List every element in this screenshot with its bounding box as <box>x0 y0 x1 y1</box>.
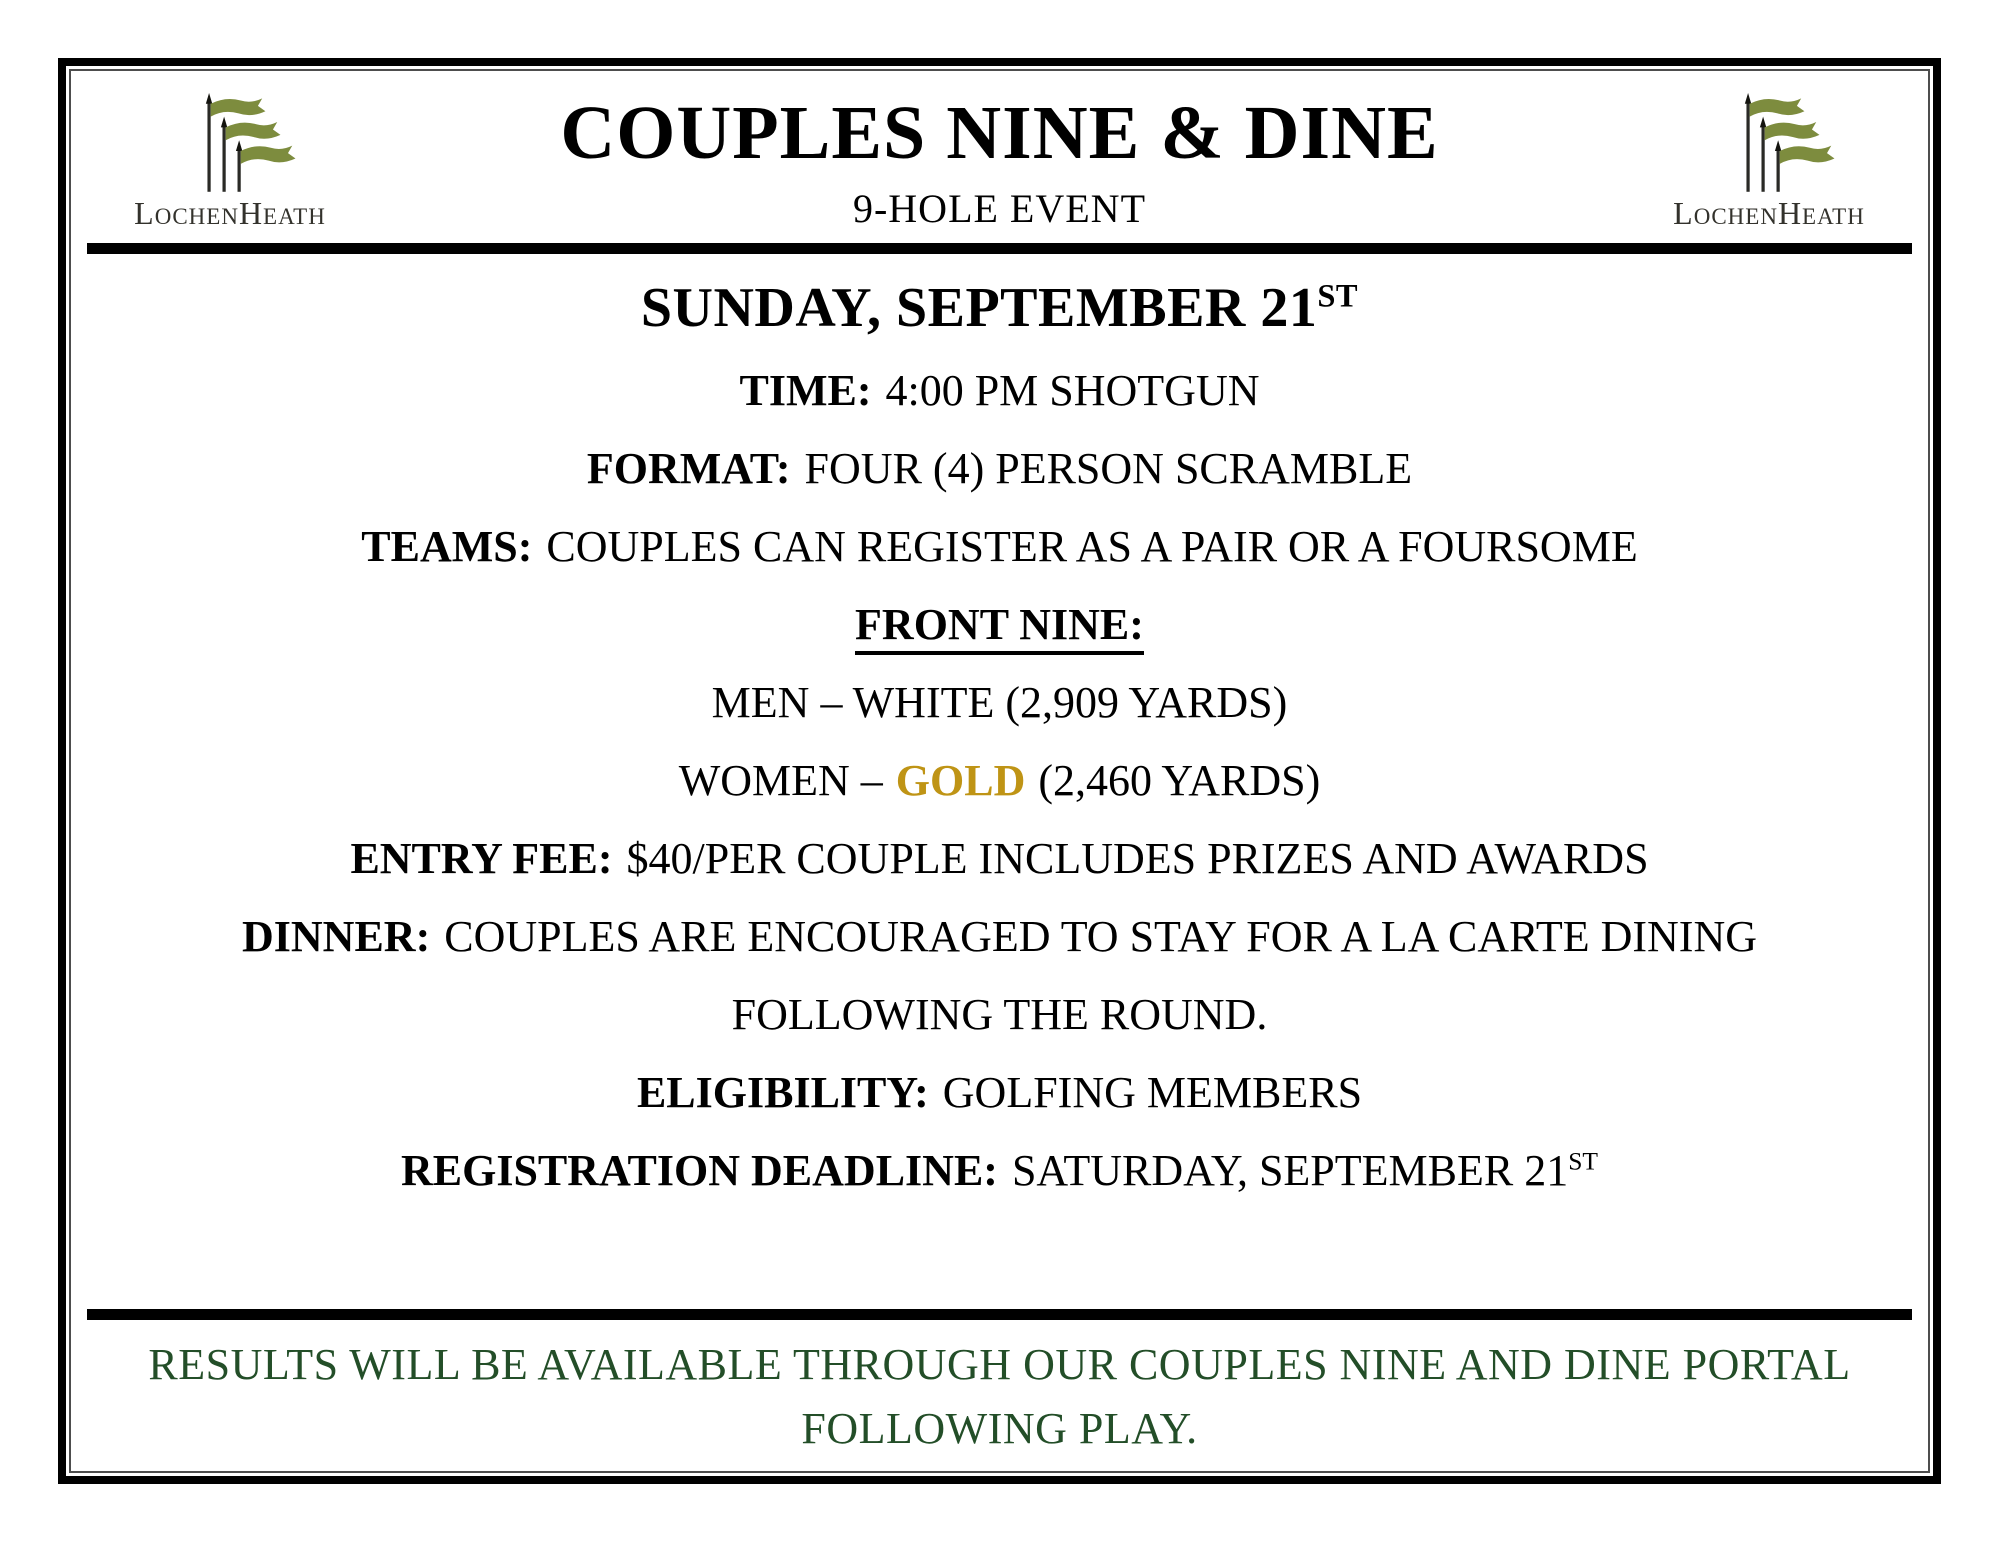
lochenheath-logo-right <box>1644 93 1894 229</box>
golf-flags-icon <box>1699 93 1839 195</box>
time-value: 4:00 PM SHOTGUN <box>885 366 1260 415</box>
header-divider <box>87 243 1912 254</box>
footer-divider <box>87 1309 1912 1320</box>
lochenheath-wordmark <box>134 197 326 229</box>
results-note-line1: RESULTS WILL BE AVAILABLE THROUGH OUR COUPLES NINE AND DINE PORTAL <box>148 1340 1851 1389</box>
logo-letters: EATH <box>1802 204 1865 229</box>
women-tees-line <box>71 742 1928 820</box>
time-label: TIME: <box>739 366 872 415</box>
dinner-continuation-line <box>71 976 1928 1054</box>
entry-fee-line <box>71 820 1928 898</box>
lochenheath-logo-left <box>105 93 355 229</box>
logo-letter: H <box>1777 195 1803 231</box>
format-value: FOUR (4) PERSON SCRAMBLE <box>804 444 1413 493</box>
logo-letters: OCHEN <box>1693 204 1778 229</box>
results-note-line2: FOLLOWING PLAY. <box>801 1404 1198 1453</box>
eligibility-label: ELIGIBILITY: <box>636 1068 929 1117</box>
dinner-value: COUPLES ARE ENCOURAGED TO STAY FOR A LA CARTE DINING <box>444 912 1757 961</box>
dinner-label: DINNER: <box>242 912 431 961</box>
teams-line <box>71 508 1928 586</box>
logo-letters: EATH <box>263 204 326 229</box>
women-tees-prefix: WOMEN – <box>678 756 883 805</box>
deadline-line <box>71 1132 1928 1210</box>
title-block <box>355 93 1644 232</box>
logo-letter: L <box>134 195 155 231</box>
eligibility-value: GOLFING MEMBERS <box>942 1068 1363 1117</box>
page-border <box>58 58 1941 1484</box>
event-details <box>71 352 1928 1210</box>
front-nine-heading: FRONT NINE: <box>855 600 1144 655</box>
gold-tee-word: GOLD <box>895 756 1026 805</box>
deadline-value: SATURDAY, SEPTEMBER 21 <box>1011 1146 1569 1195</box>
logo-letter: H <box>238 195 264 231</box>
page-inner-border <box>69 69 1930 1473</box>
men-tees-line <box>71 664 1928 742</box>
results-note <box>71 1333 1928 1461</box>
logo-letters: OCHEN <box>154 204 239 229</box>
time-line <box>71 352 1928 430</box>
teams-label: TEAMS: <box>361 522 533 571</box>
page-title: COUPLES NINE & DINE <box>560 91 1439 175</box>
golf-flags-icon <box>160 93 300 195</box>
front-nine-heading-line <box>71 586 1928 664</box>
eligibility-line <box>71 1054 1928 1132</box>
format-label: FORMAT: <box>586 444 791 493</box>
format-line <box>71 430 1928 508</box>
deadline-ordinal-superscript: ST <box>1568 1146 1598 1176</box>
date-ordinal-superscript: ST <box>1317 278 1359 315</box>
event-date-heading <box>71 278 1928 338</box>
lochenheath-wordmark <box>1673 197 1865 229</box>
logo-letter: L <box>1673 195 1694 231</box>
dinner-line <box>71 898 1928 976</box>
page-subtitle: 9-HOLE EVENT <box>852 186 1147 231</box>
entry-fee-value: $40/PER COUPLE INCLUDES PRIZES AND AWARDS <box>626 834 1649 883</box>
event-date-text: SUNDAY, SEPTEMBER 21 <box>640 277 1318 339</box>
deadline-label: REGISTRATION DEADLINE: <box>400 1146 998 1195</box>
women-tees-suffix: (2,460 YARDS) <box>1038 756 1321 805</box>
men-tees-text: MEN – WHITE (2,909 YARDS) <box>711 678 1288 727</box>
teams-value: COUPLES CAN REGISTER AS A PAIR OR A FOURSOME <box>546 522 1638 571</box>
dinner-continuation-text: FOLLOWING THE ROUND. <box>731 990 1268 1039</box>
entry-fee-label: ENTRY FEE: <box>350 834 613 883</box>
header <box>71 71 1928 243</box>
